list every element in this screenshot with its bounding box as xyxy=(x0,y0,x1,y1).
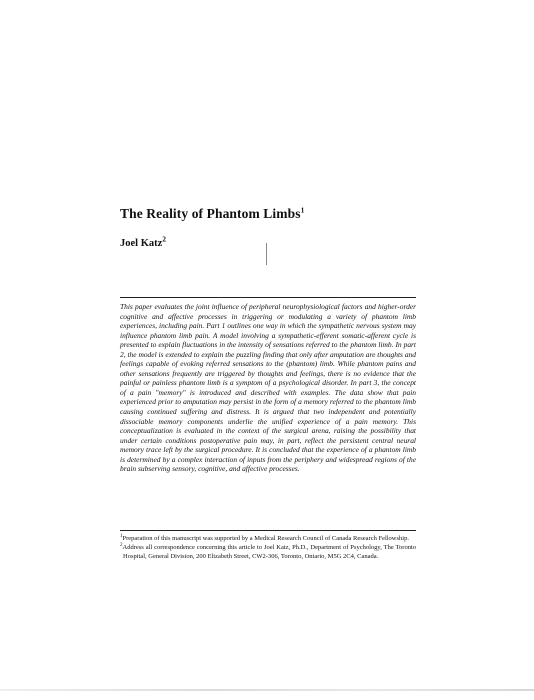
footnote-2-marker: 2 xyxy=(120,543,123,549)
footnote-2 xyxy=(120,544,416,561)
abstract-paragraph: This paper evaluates the joint influence of peripheral neurophysiological factors and higher-order cognitive and affective processes in triggering or modulating a variety of phantom limb experiences, including pain. Part 1 outlines one way in which the sympathetic nervous system may influence phantom limb pain. A model involving a sympathetic-efferent somatic-afferent cycle is presented to explain fluctuations in the intensity of sensations referred to the phantom limb. In part 2, the model is extended to explain the puzzling finding that only after amputation are thoughts and feelings capable of evoking referred sensations to the (phantom) limb. While phantom pains and other sensations frequently are triggered by thoughts and feelings, there is no evidence that the painful or painless phantom limb is a symptom of a psychological disorder. In part 3, the concept of a pain "memory" is introduced and described with examples. The data show that pain experienced prior to amputation may persist in the form of a memory referred to the phantom limb causing continued suffering and distress. It is argued that two independent and potentially dissociable memory components underlie the unified experience of a pain memory. This conceptualization is evaluated in the context of the surgical arena, raising the possibility that under certain conditions postoperative pain may, in part, reflect the persistent central neural memory trace left by the surgical procedure. It is concluded that the experience of a phantom limb is determined by a complex interaction of inputs from the periphery and widespread regions of the brain subserving sensory, cognitive, and affective processes. xyxy=(120,302,416,474)
article-title-text: The Reality of Phantom Limbs xyxy=(120,206,301,221)
abstract-top-rule xyxy=(120,297,416,298)
footnote-1-text: Preparation of this manuscript was supported by a Medical Research Council of Canada Research Fellowship. xyxy=(122,535,409,542)
page-bottom-edge xyxy=(0,689,534,691)
author-footnote-marker: 2 xyxy=(162,234,167,244)
footnotes-block xyxy=(120,535,416,562)
footnote-1 xyxy=(120,535,416,543)
article-title xyxy=(120,206,304,222)
footnote-separator-rule xyxy=(120,530,416,531)
footnote-1-marker: 1 xyxy=(120,533,123,539)
scan-artifact-line xyxy=(266,243,267,265)
article-author xyxy=(120,234,167,249)
title-footnote-marker: 1 xyxy=(300,205,305,215)
author-name: Joel Katz xyxy=(120,238,163,249)
footnote-2-text: Address all correspondence concerning this article to Joel Katz, Ph.D., Department of Psychology, The Toronto Hospital, General Division, 200 Elizabeth Street, CW2-306, Toronto, Ontario, M5G 2C4, Canada. xyxy=(122,544,416,560)
